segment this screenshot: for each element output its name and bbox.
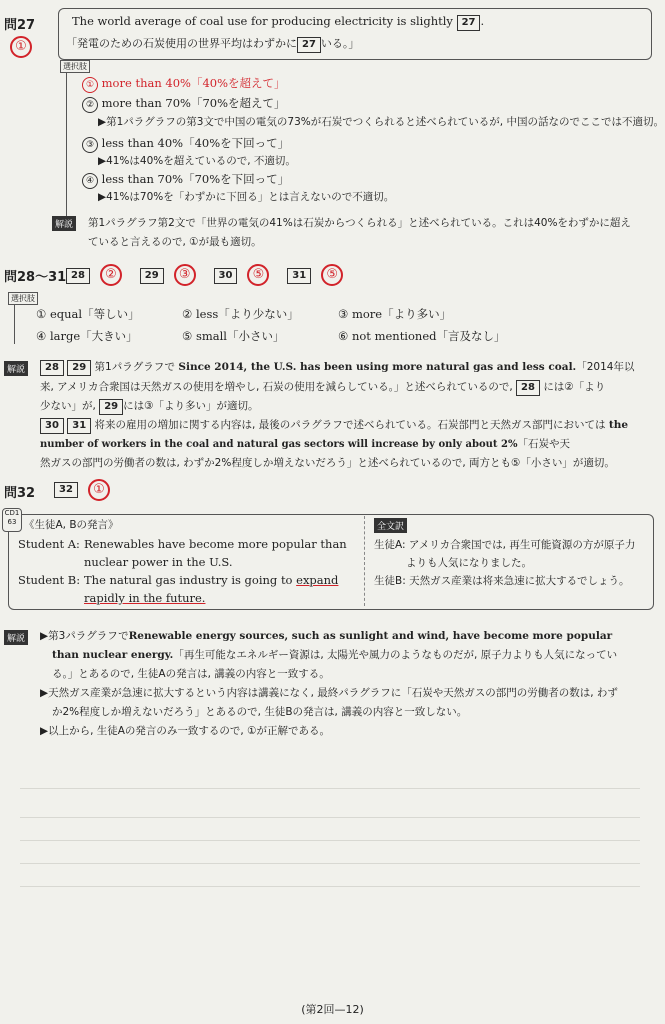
explanation-tag: 解説	[52, 216, 76, 231]
question-32-number: 問32	[4, 486, 36, 501]
explanation-32-line-3: る。」とあるので, 生徒Aの発言は, 講義の内容と一致する。	[52, 668, 330, 680]
explanation-line-1: 第1パラグラフ第2文で「世界の電気の41%は石炭からつくられる」と述べられている。これは40%をわずかに超え	[88, 217, 631, 229]
question-28-31-number: 問28〜31	[4, 270, 67, 285]
translation-line-1: 生徒A: アメリカ合衆国では, 再生可能資源の方が原子力	[374, 539, 636, 551]
bleed-through-text	[20, 778, 640, 958]
question-27-answer: ①	[10, 36, 32, 58]
question-27-stem-ja: 「発電のための石炭使用の世界平均はわずかに 27 いる。」	[66, 34, 359, 53]
answer-box: 30	[214, 268, 238, 284]
translation-line-3: 生徒B: 天然ガス産業は将来急速に拡大するでしょう。	[374, 575, 630, 587]
explanation-28-29-line-3: 少ない」が, 29 には③「より多い」が適切。	[40, 397, 259, 416]
question-32-answer: ①	[88, 479, 110, 501]
choices-tag: 選択肢	[60, 60, 90, 73]
explanation-line-2: ていると言えるので, ①が最も適切。	[88, 236, 262, 248]
statements-heading: 《生徒A, Bの発言》	[24, 519, 119, 531]
translation-tag: 全文訳	[374, 518, 407, 533]
student-b-line-2: rapidly in the future.	[84, 591, 206, 605]
answer-box: 32	[54, 482, 78, 498]
choice-large: ④ large「大きい」	[36, 329, 138, 343]
explanation-32-line-6: ▶以上から, 生徒Aの発言のみ一致するので, ①が正解である。	[40, 725, 331, 737]
explanation-tag: 解説	[4, 361, 28, 376]
explanation-28-29-line-2: 来, アメリカ合衆国は天然ガスの使用を増やし, 石炭の使用を減らしている。」と述べられているので, 28 には②「より	[40, 378, 605, 397]
option-3-note: ▶41%は40%を超えているので, 不適切。	[98, 155, 296, 167]
answer-pairs	[66, 264, 343, 286]
choices-tag: 選択肢	[8, 292, 38, 305]
divider	[364, 516, 365, 606]
page-footer: (第2回—12)	[301, 1003, 364, 1016]
answer-circle: ⑤	[321, 264, 343, 286]
student-a-line-1: Renewables have become more popular than	[84, 537, 347, 551]
answer-circle: ③	[174, 264, 196, 286]
question-27-stem-en: The world average of coal use for producing electricity is slightly 27 .	[72, 12, 484, 31]
answer-circle: ⑤	[247, 264, 269, 286]
option-2-note: ▶第1パラグラフの第3文で中国の電気の73%が石炭でつくられると述べられているが, 中国の話なのでここでは不適切。	[98, 116, 664, 128]
student-a-label: Student A:	[18, 537, 80, 551]
option-2: ② more than 70%「70%を超えて」	[82, 94, 286, 113]
explanation-28-29-line-1: 28 29 第1パラグラフで Since 2014, the U.S. has been using more natural gas and less coal.「2014年以	[40, 358, 634, 377]
answer-box: 31	[287, 268, 311, 284]
explanation-tag: 解説	[4, 630, 28, 645]
choice-not-mentioned: ⑥ not mentioned「言及なし」	[338, 329, 506, 343]
student-b-label: Student B:	[18, 573, 81, 587]
student-a-line-2: nuclear power in the U.S.	[84, 555, 233, 569]
explanation-32-line-4: ▶天然ガス産業が急速に拡大するという内容は講義になく, 最終パラグラフに「石炭や天然ガスの部門の労働者の数は, わず	[40, 687, 618, 699]
answer-box: 28	[66, 268, 90, 284]
option-4: ④ less than 70%「70%を下回って」	[82, 170, 289, 189]
option-1: ① more than 40%「40%を超えて」	[82, 74, 286, 93]
option-4-note: ▶41%は70%を「わずかに下回る」とは言えないので不適切。	[98, 191, 395, 203]
choices-bracket	[14, 304, 16, 344]
explanation-32-line-5: か2%程度しか増えないだろう」とあるので, 生徒Bの発言は, 講義の内容と一致しない。	[52, 706, 468, 718]
option-3: ③ less than 40%「40%を下回って」	[82, 134, 289, 153]
choices-bracket	[66, 72, 68, 220]
student-b-line-1: The natural gas industry is going to expand	[84, 573, 339, 587]
answer-box: 29	[140, 268, 164, 284]
choice-small: ⑤ small「小さい」	[182, 329, 285, 343]
explanation-30-31-line-2: number of workers in the coal and natural gas sectors will increase by only about 2%「石炭や天	[40, 438, 570, 450]
explanation-30-31-line-3: 然ガスの部門の労働者の数は, わずか2%程度しか増えないだろう」と述べられているので, 両方とも⑤「小さい」が適切。	[40, 457, 615, 469]
translation-line-2: よりも人気になりました。	[406, 557, 532, 569]
explanation-32-line-1: ▶第3パラグラフでRenewable energy sources, such as sunlight and wind, have become more popular	[40, 630, 613, 642]
choice-equal: ① equal「等しい」	[36, 307, 140, 321]
choice-less: ② less「より少ない」	[182, 307, 299, 321]
choice-more: ③ more「より多い」	[338, 307, 452, 321]
cd-track-icon: CD1 63	[2, 508, 22, 532]
answer-circle: ②	[100, 264, 122, 286]
question-27-number: 問27	[4, 18, 36, 33]
explanation-30-31-line-1: 30 31 将来の雇用の増加に関する内容は, 最後のパラグラフで述べられている。石炭部門と天然ガス部門においては the	[40, 416, 628, 435]
explanation-32-line-2: than nuclear energy.「再生可能なエネルギー資源は, 太陽光や風力のようなものだが, 原子力よりも人気になってい	[52, 649, 618, 661]
